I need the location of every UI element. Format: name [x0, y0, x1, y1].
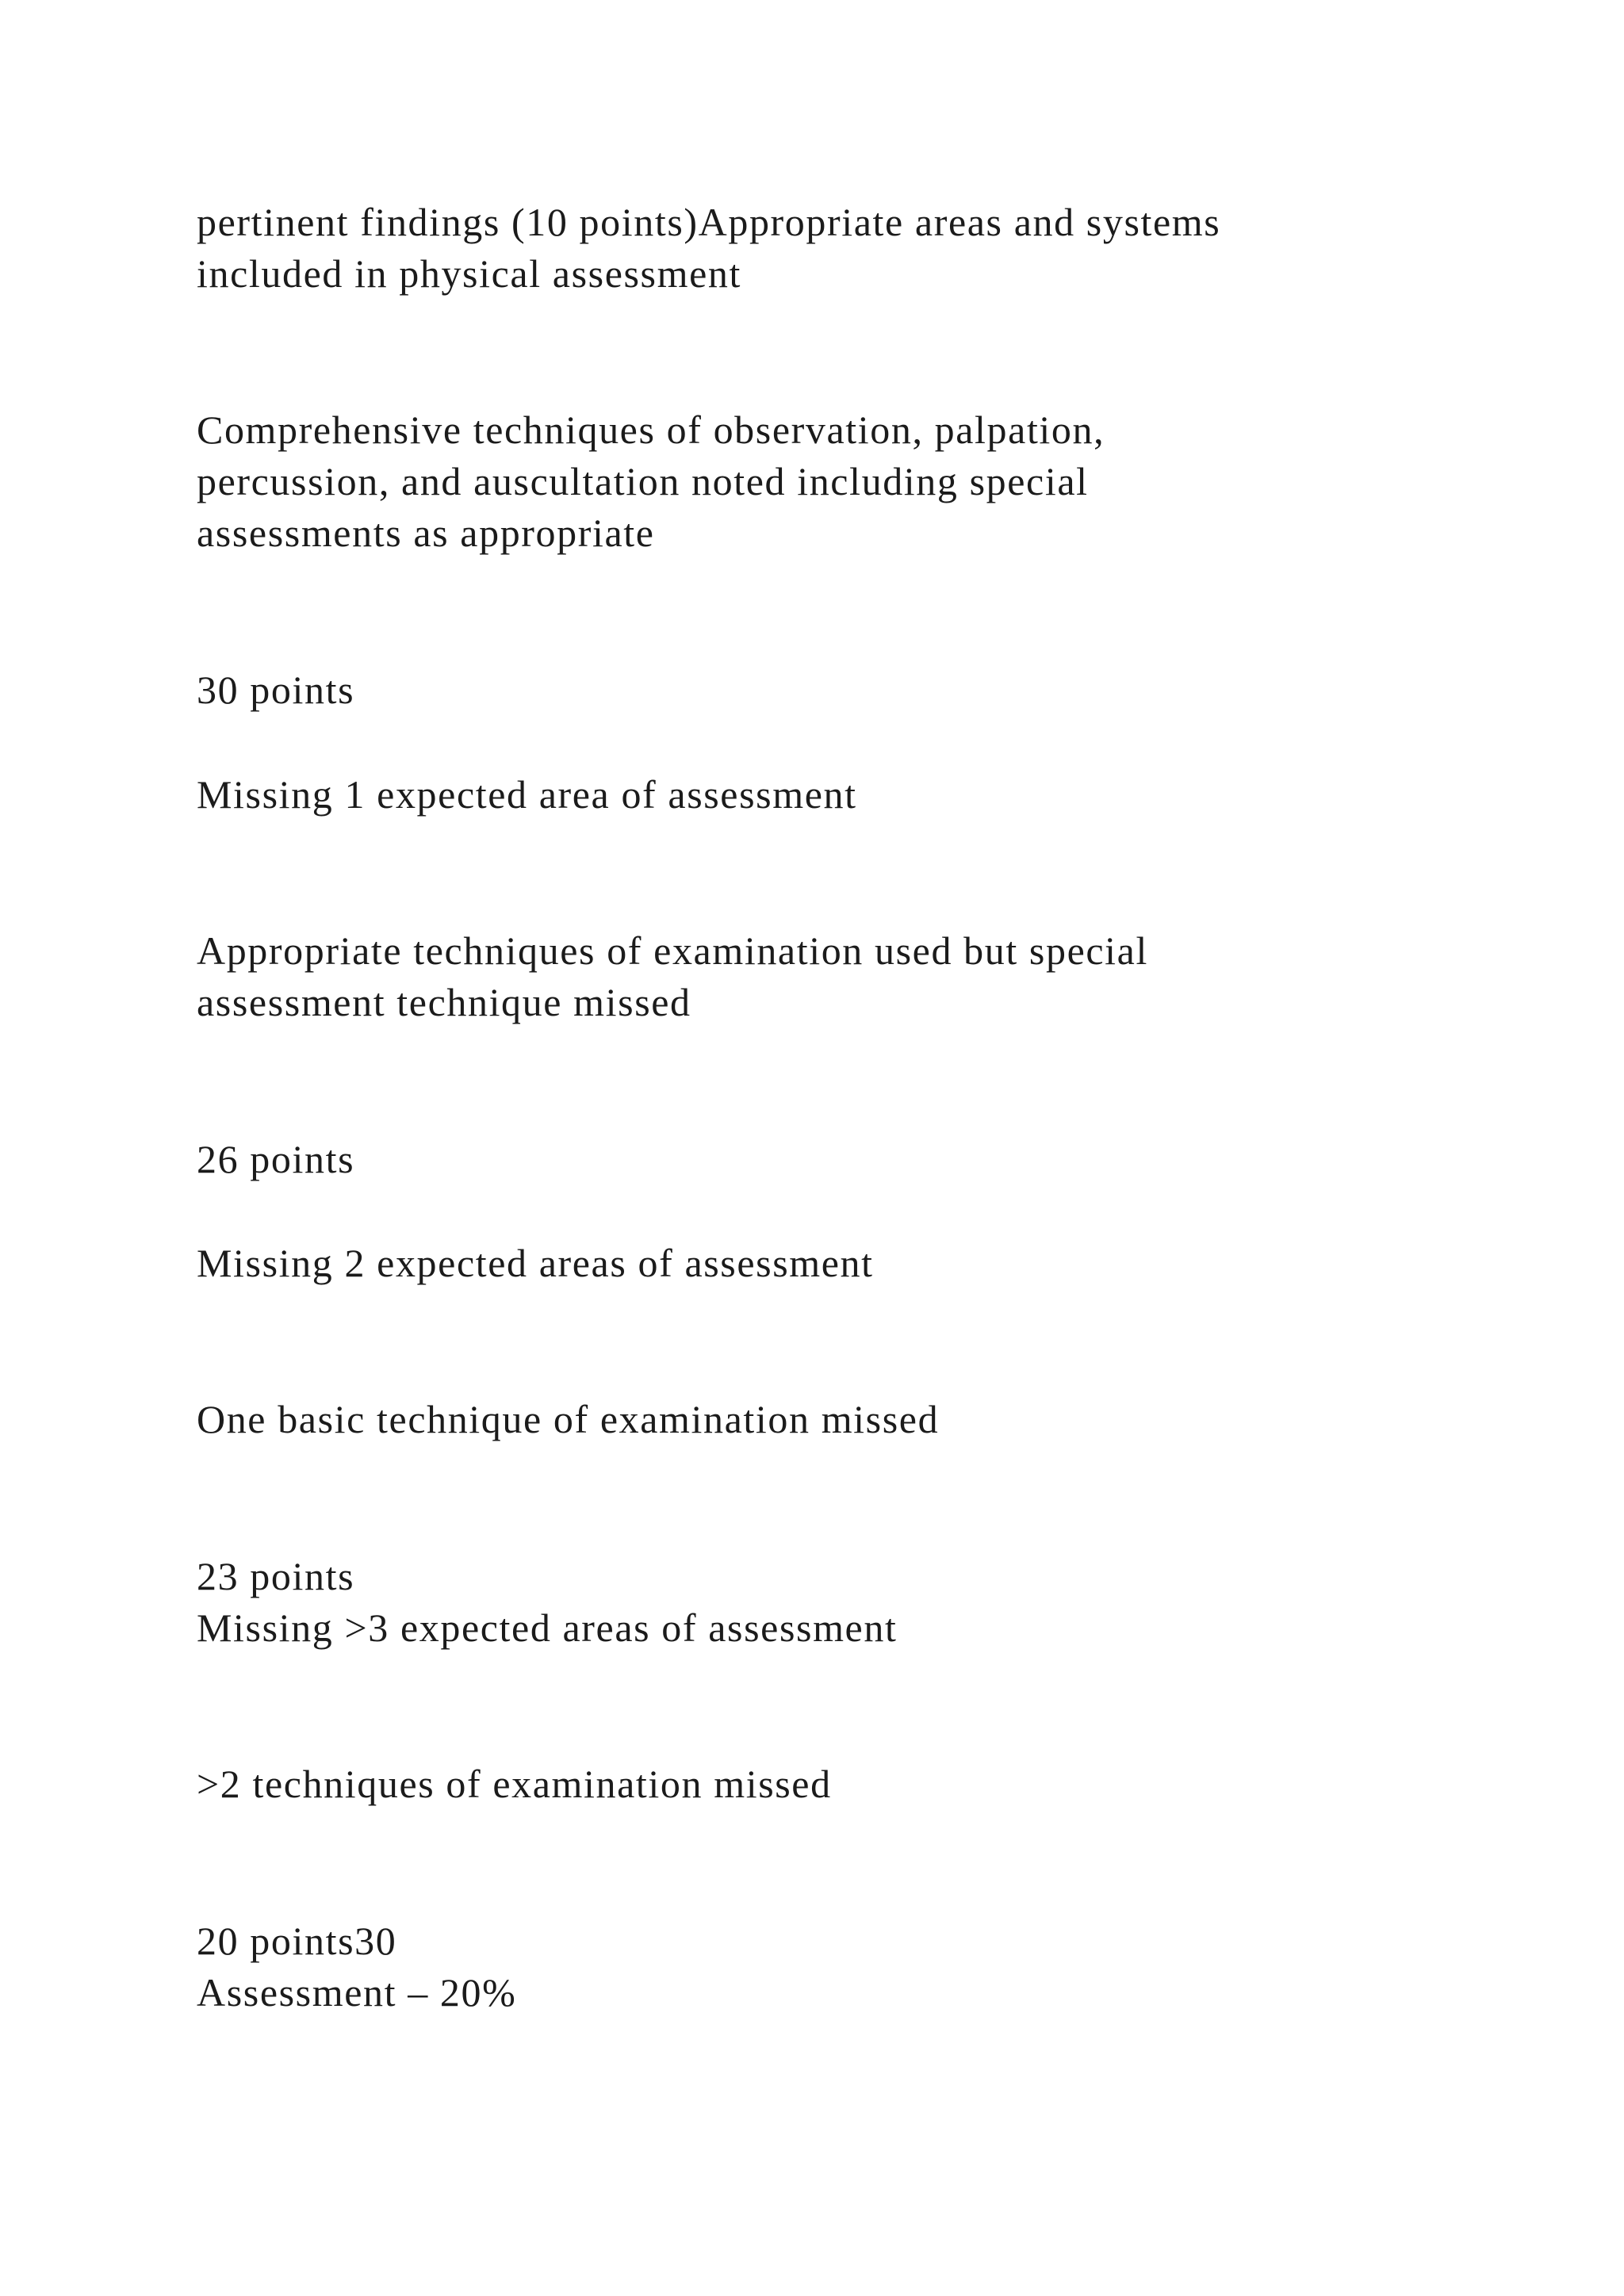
section-heading: Assessment – 20% [197, 1970, 517, 2015]
text-line: >2 techniques of examination missed [197, 1762, 832, 1806]
text-line: percussion, and auscultation noted including special [197, 459, 1089, 503]
text-line: assessment technique missed [197, 980, 691, 1024]
points-line: 20 points30 [197, 1919, 397, 1963]
text-line: One basic technique of examination missed [197, 1397, 940, 1441]
text-line: assessments as appropriate [197, 511, 655, 555]
points-line: 26 points [197, 1137, 355, 1181]
text-line: included in physical assessment [197, 251, 741, 296]
text-line: Comprehensive techniques of observation, palpation, [197, 408, 1105, 452]
text-line: Missing 2 expected areas of assessment [197, 1241, 874, 1285]
text-line: Appropriate techniques of examination used but special [197, 928, 1148, 973]
points-line: 30 points [197, 668, 355, 712]
text-line: Missing 1 expected area of assessment [197, 772, 857, 817]
text-line: Missing >3 expected areas of assessment [197, 1605, 898, 1650]
points-line: 23 points [197, 1554, 355, 1598]
text-line: pertinent findings (10 points)Appropriate areas and systems [197, 200, 1221, 244]
